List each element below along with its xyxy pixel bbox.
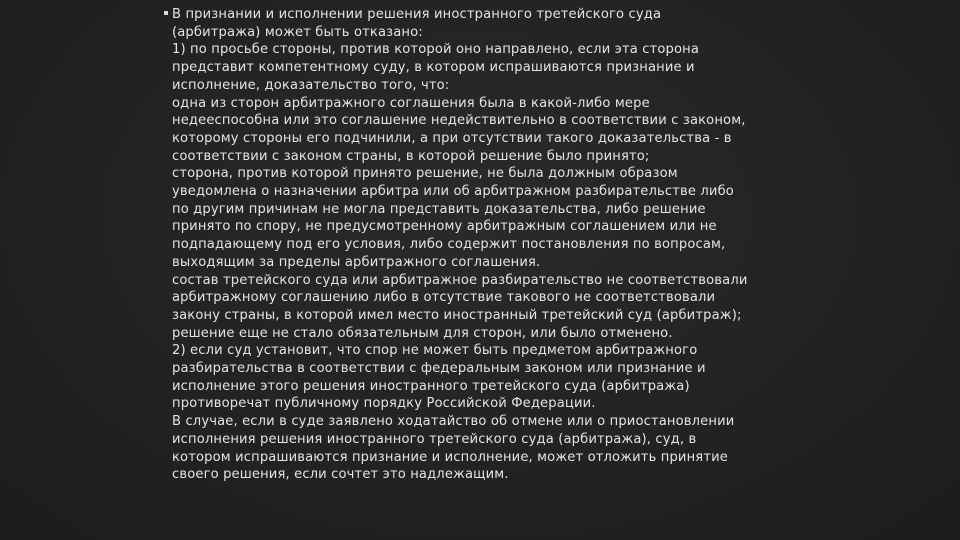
text-line: соответствии с законом страны, в которой решение было принято; <box>172 148 650 164</box>
text-line: которому стороны его подчинили, а при отсутствии такого доказательства - в <box>172 130 732 146</box>
text-line: 2) если суд установит, что спор не может быть предметом арбитражного <box>172 343 698 359</box>
text-line: одна из сторон арбитражного соглашения была в какой-либо мере <box>172 95 650 111</box>
text-line: недееспособна или это соглашение недействительно в соответствии с законом, <box>172 113 746 129</box>
text-line: противоречат публичному порядку Российской Федерации. <box>172 396 596 412</box>
text-line: по другим причинам не могла представить доказательства, либо решение <box>172 201 706 217</box>
text-line: разбирательства в соответствии с федеральным законом или признание и <box>172 361 706 377</box>
text-line: (арбитража) может быть отказано: <box>172 24 423 40</box>
text-line: исполнение этого решения иностранного третейского суда (арбитража) <box>172 378 690 394</box>
text-line: представит компетентному суду, в котором испрашиваются признание и <box>172 60 695 76</box>
text-line: уведомлена о назначении арбитра или об арбитражном разбирательстве либо <box>172 184 734 200</box>
text-line: 1) по просьбе стороны, против которой оно направлено, если эта сторона <box>172 42 700 58</box>
text-line: исполнение, доказательство того, что: <box>172 77 450 93</box>
text-line: принято по спору, не предусмотренному арбитражным соглашением или не <box>172 219 717 235</box>
text-line: котором испрашиваются признание и исполнение, может отложить принятие <box>172 449 728 465</box>
bullet-marker <box>164 11 168 15</box>
text-line: выходящим за пределы арбитражного соглашения. <box>172 254 541 270</box>
text-line: исполнения решения иностранного третейского суда (арбитража), суд, в <box>172 431 697 447</box>
text-line: своего решения, если сочтет это надлежащим. <box>172 467 509 483</box>
text-line: В признании и исполнении решения иностранного третейского суда <box>172 7 662 22</box>
text-line: решение еще не стало обязательным для сторон, или было отменено. <box>172 325 673 341</box>
text-line: арбитражному соглашению либо в отсутствие такового не соответствовали <box>172 290 716 306</box>
text-line: сторона, против которой принято решение, не была должным образом <box>172 166 678 182</box>
text-line: В случае, если в суде заявлено ходатайство об отмене или о приостановлении <box>172 414 735 430</box>
slide-body-text <box>172 6 812 484</box>
text-line: подпадающему под его условия, либо содержит постановления по вопросам, <box>172 237 726 253</box>
text-line: состав третейского суда или арбитражное разбирательство не соответствовали <box>172 272 748 288</box>
text-line: закону страны, в которой имел место иностранный третейский суд (арбитраж); <box>172 307 742 323</box>
